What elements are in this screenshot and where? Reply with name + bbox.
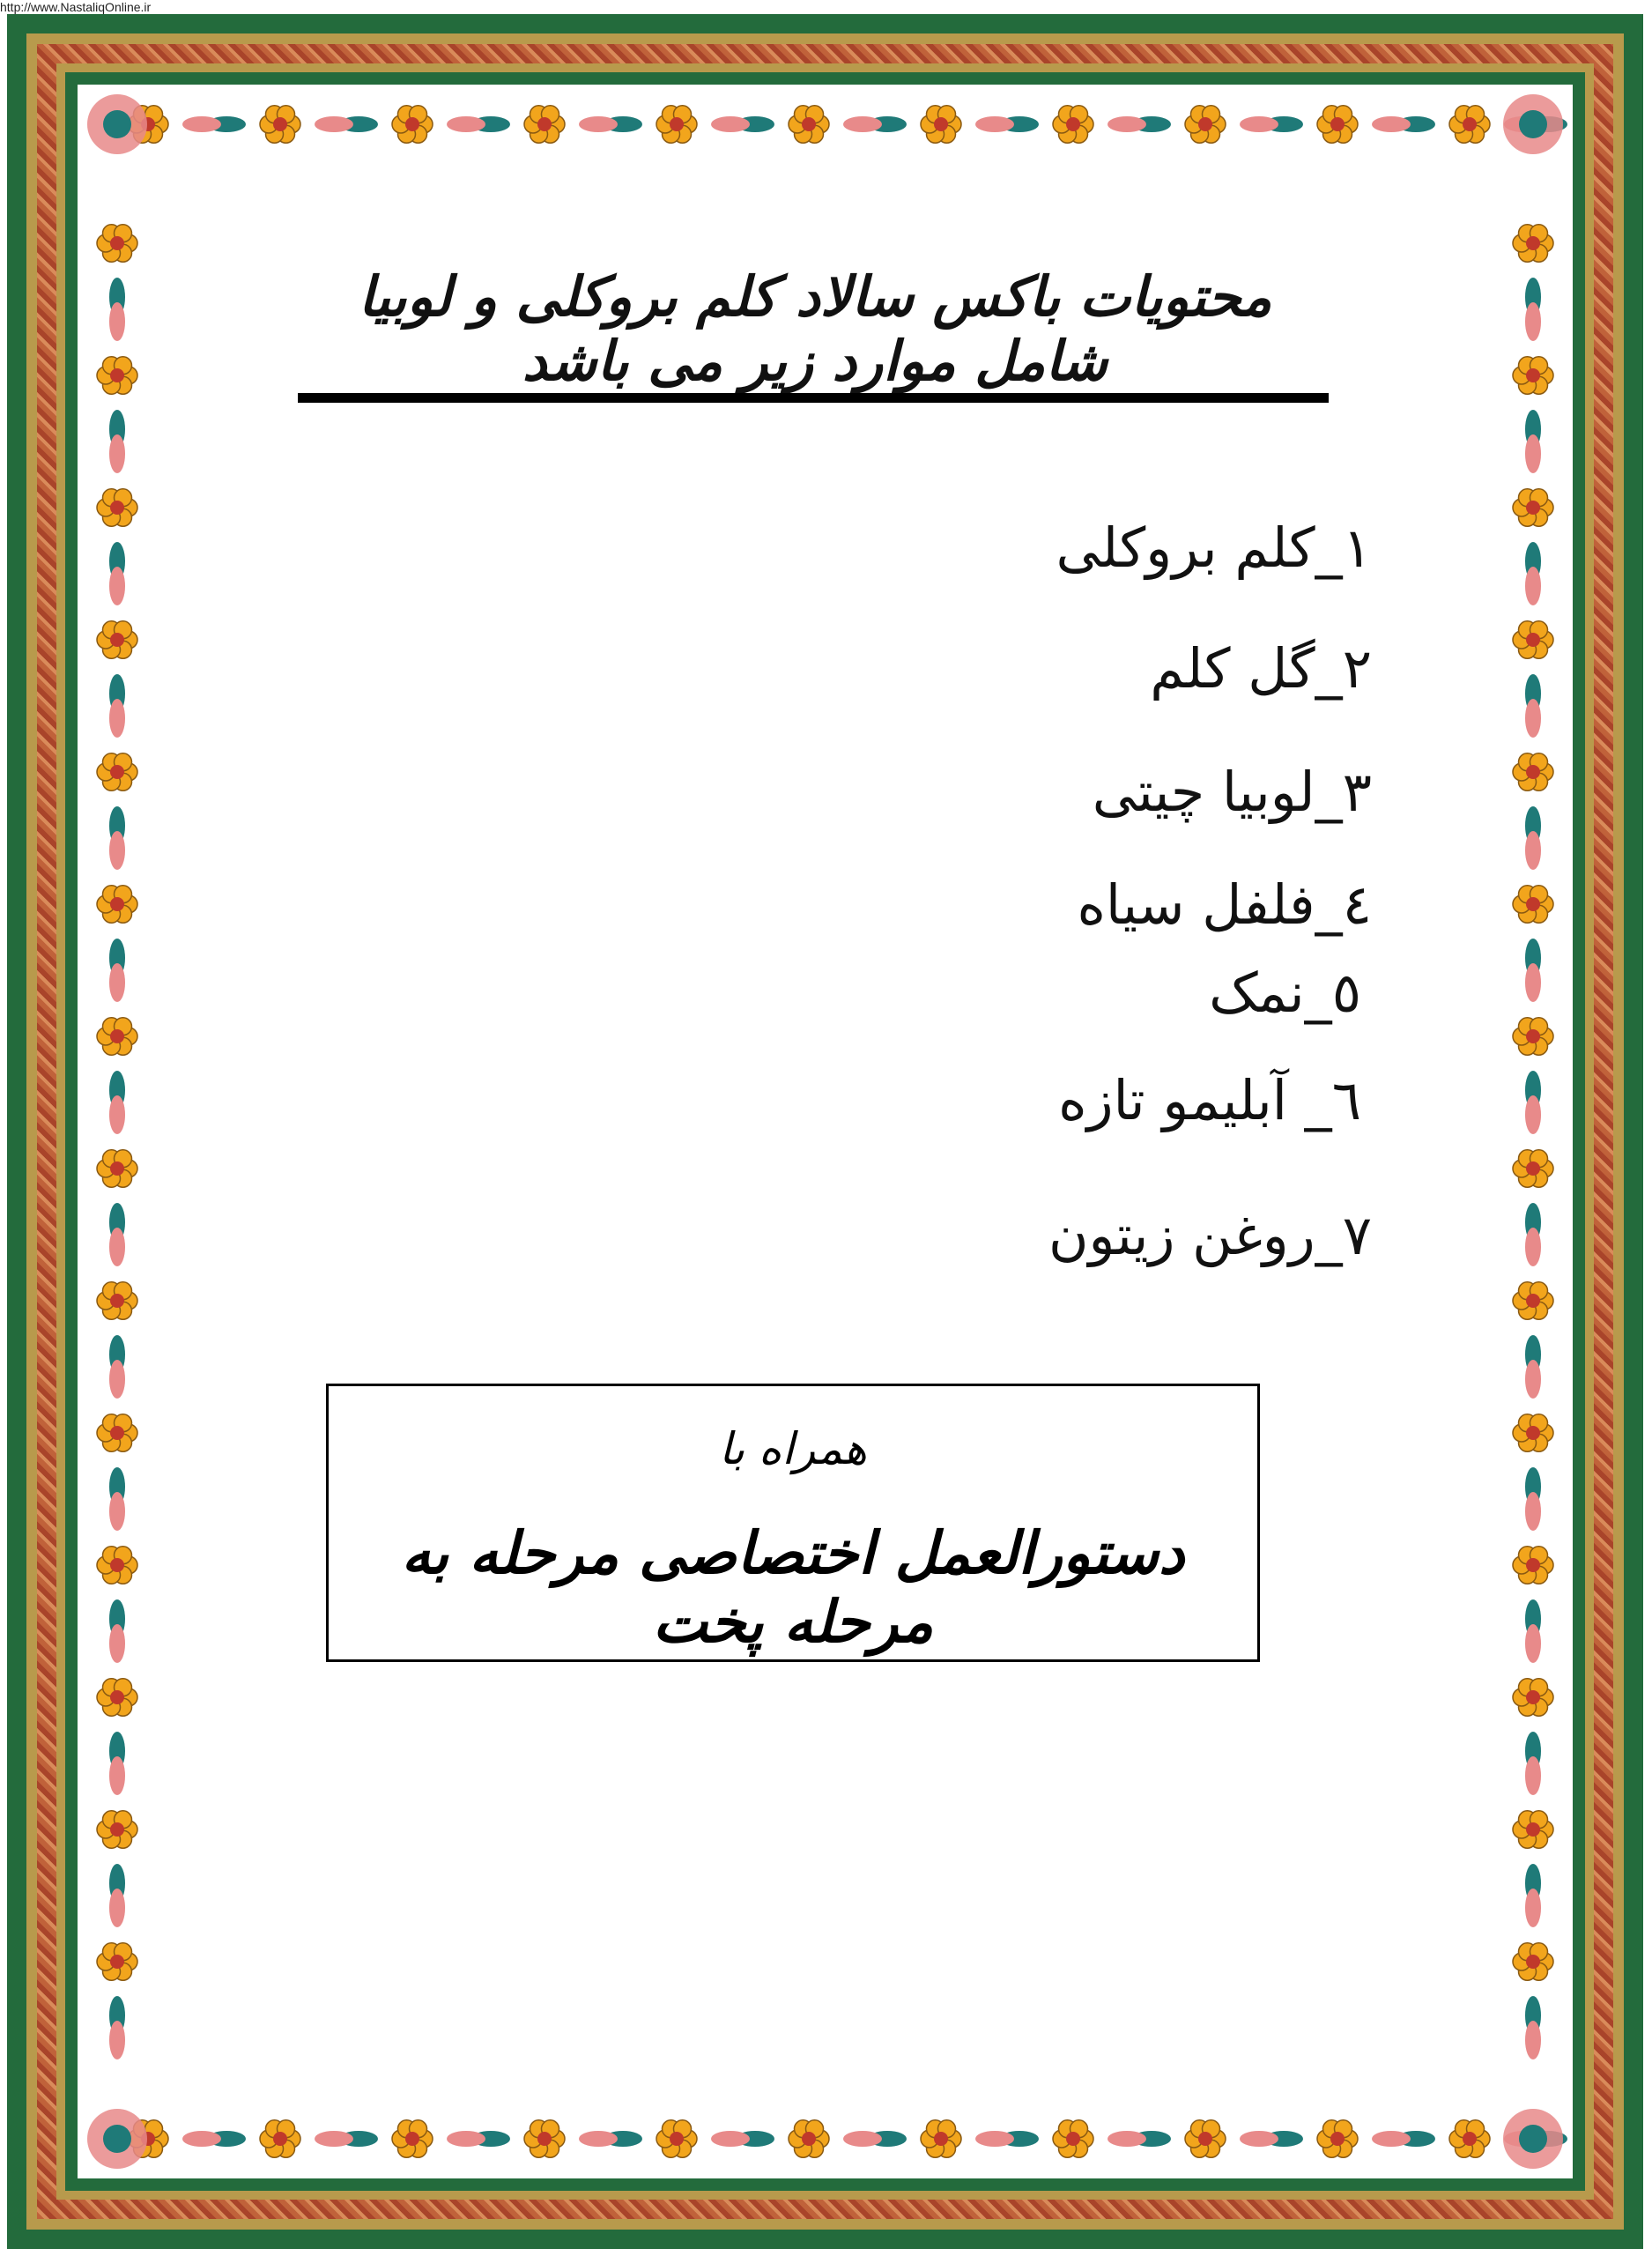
- flower-ornament: [260, 106, 300, 144]
- leaf-ornament: [1525, 1996, 1541, 2059]
- flower-ornament: [656, 106, 697, 144]
- flower-ornament: [1513, 225, 1553, 263]
- flower-ornament: [1449, 106, 1490, 144]
- list-item: ۳_لوبیا چیتی: [1092, 760, 1372, 824]
- corner-ornament: [87, 2109, 147, 2169]
- flower-ornament: [1185, 2120, 1226, 2158]
- leaf-ornament: [579, 116, 642, 132]
- leaf-ornament: [1525, 278, 1541, 341]
- leaf-ornament: [1525, 1732, 1541, 1795]
- leaf-ornament: [1525, 1467, 1541, 1531]
- flower-ornament: [1053, 106, 1093, 144]
- flower-ornament: [789, 106, 829, 144]
- flower-ornament: [1513, 886, 1553, 924]
- flower-ornament: [97, 1811, 137, 1849]
- list-item: ٦_ آبلیمو تازه: [1058, 1068, 1361, 1132]
- recipe-box: [326, 1384, 1260, 1662]
- leaf-ornament: [109, 1203, 125, 1266]
- flower-ornament: [97, 1414, 137, 1452]
- list-item: ٤_فلفل سیاه: [1077, 872, 1372, 937]
- flower-ornament: [97, 1679, 137, 1717]
- leaf-ornament: [1525, 674, 1541, 738]
- flower-ornament: [524, 106, 565, 144]
- flower-ornament: [392, 106, 433, 144]
- leaf-ornament: [109, 542, 125, 605]
- leaf-ornament: [315, 2131, 378, 2147]
- leaf-ornament: [1525, 939, 1541, 1002]
- leaf-ornament: [109, 1732, 125, 1795]
- flower-ornament: [97, 1943, 137, 1981]
- flower-ornament: [1513, 1282, 1553, 1320]
- list-item: ۷_روغن زیتون: [1048, 1203, 1372, 1267]
- leaf-ornament: [109, 1996, 125, 2059]
- leaf-ornament: [1525, 1203, 1541, 1266]
- flower-ornament: [97, 621, 137, 659]
- leaf-ornament: [1240, 2131, 1303, 2147]
- flower-ornament: [97, 1018, 137, 1056]
- leaf-ornament: [109, 278, 125, 341]
- flower-ornament: [656, 2120, 697, 2158]
- leaf-ornament: [109, 1071, 125, 1134]
- flower-ornament: [1513, 1414, 1553, 1452]
- flower-ornament: [97, 489, 137, 527]
- leaf-ornament: [1108, 116, 1171, 132]
- leaf-ornament: [447, 2131, 510, 2147]
- flower-ornament: [921, 2120, 961, 2158]
- flower-ornament: [1513, 1150, 1553, 1188]
- leaf-ornament: [1525, 542, 1541, 605]
- leaf-ornament: [843, 116, 907, 132]
- flower-ornament: [1317, 2120, 1358, 2158]
- recipe-line-1: همراه با: [719, 1423, 867, 1474]
- flower-ornament: [1513, 1547, 1553, 1584]
- leaf-ornament: [843, 2131, 907, 2147]
- flower-ornament: [97, 1282, 137, 1320]
- flower-ornament: [1513, 1679, 1553, 1717]
- flower-ornament: [1513, 1811, 1553, 1849]
- flower-ornament: [789, 2120, 829, 2158]
- corner-ornament: [87, 94, 147, 154]
- leaf-ornament: [109, 1467, 125, 1531]
- flower-ornament: [260, 2120, 300, 2158]
- leaf-ornament: [1525, 1071, 1541, 1134]
- title-underline: [298, 393, 1329, 403]
- flower-ornament: [1513, 1943, 1553, 1981]
- leaf-ornament: [182, 116, 246, 132]
- flower-ornament: [97, 753, 137, 791]
- leaf-ornament: [109, 806, 125, 870]
- flower-ornament: [921, 106, 961, 144]
- leaf-ornament: [315, 116, 378, 132]
- flower-ornament: [1449, 2120, 1490, 2158]
- leaf-ornament: [109, 410, 125, 473]
- leaf-ornament: [1525, 410, 1541, 473]
- flower-ornament: [1513, 357, 1553, 395]
- page-title: محتویات باکس سالاد کلم بروکلی و لوبیا شامل موارد زیر می باشد: [358, 264, 1272, 393]
- flower-ornament: [1513, 753, 1553, 791]
- leaf-ornament: [447, 116, 510, 132]
- leaf-ornament: [975, 2131, 1039, 2147]
- leaf-ornament: [1525, 1864, 1541, 1927]
- leaf-ornament: [1525, 806, 1541, 870]
- flower-ornament: [97, 886, 137, 924]
- leaf-ornament: [975, 116, 1039, 132]
- list-item: ۱_کلم بروکلی: [1056, 516, 1372, 580]
- leaf-ornament: [1525, 1599, 1541, 1663]
- flower-ornament: [97, 1547, 137, 1584]
- flower-ornament: [1185, 106, 1226, 144]
- list-item: ٥_نمک: [1209, 961, 1361, 1025]
- corner-ornament: [1503, 94, 1563, 154]
- flower-ornament: [97, 225, 137, 263]
- leaf-ornament: [109, 1335, 125, 1399]
- source-url: http://www.NastaliqOnline.ir: [0, 0, 152, 14]
- flower-ornament: [1513, 489, 1553, 527]
- corner-ornament: [1503, 2109, 1563, 2169]
- leaf-ornament: [1372, 2131, 1435, 2147]
- leaf-ornament: [109, 939, 125, 1002]
- recipe-line-2: دستورالعمل اختصاصی مرحله به مرحله پخت: [401, 1518, 1185, 1656]
- flower-ornament: [97, 357, 137, 395]
- leaf-ornament: [711, 116, 774, 132]
- leaf-ornament: [109, 1599, 125, 1663]
- leaf-ornament: [1108, 2131, 1171, 2147]
- leaf-ornament: [109, 1864, 125, 1927]
- flower-ornament: [1513, 1018, 1553, 1056]
- flower-ornament: [97, 1150, 137, 1188]
- flower-ornament: [392, 2120, 433, 2158]
- leaf-ornament: [109, 674, 125, 738]
- flower-ornament: [1317, 106, 1358, 144]
- leaf-ornament: [1525, 1335, 1541, 1399]
- list-item: ۲_گل کلم: [1150, 636, 1372, 701]
- leaf-ornament: [711, 2131, 774, 2147]
- leaf-ornament: [1372, 116, 1435, 132]
- leaf-ornament: [182, 2131, 246, 2147]
- leaf-ornament: [579, 2131, 642, 2147]
- flower-ornament: [1053, 2120, 1093, 2158]
- flower-ornament: [524, 2120, 565, 2158]
- flower-ornament: [1513, 621, 1553, 659]
- leaf-ornament: [1240, 116, 1303, 132]
